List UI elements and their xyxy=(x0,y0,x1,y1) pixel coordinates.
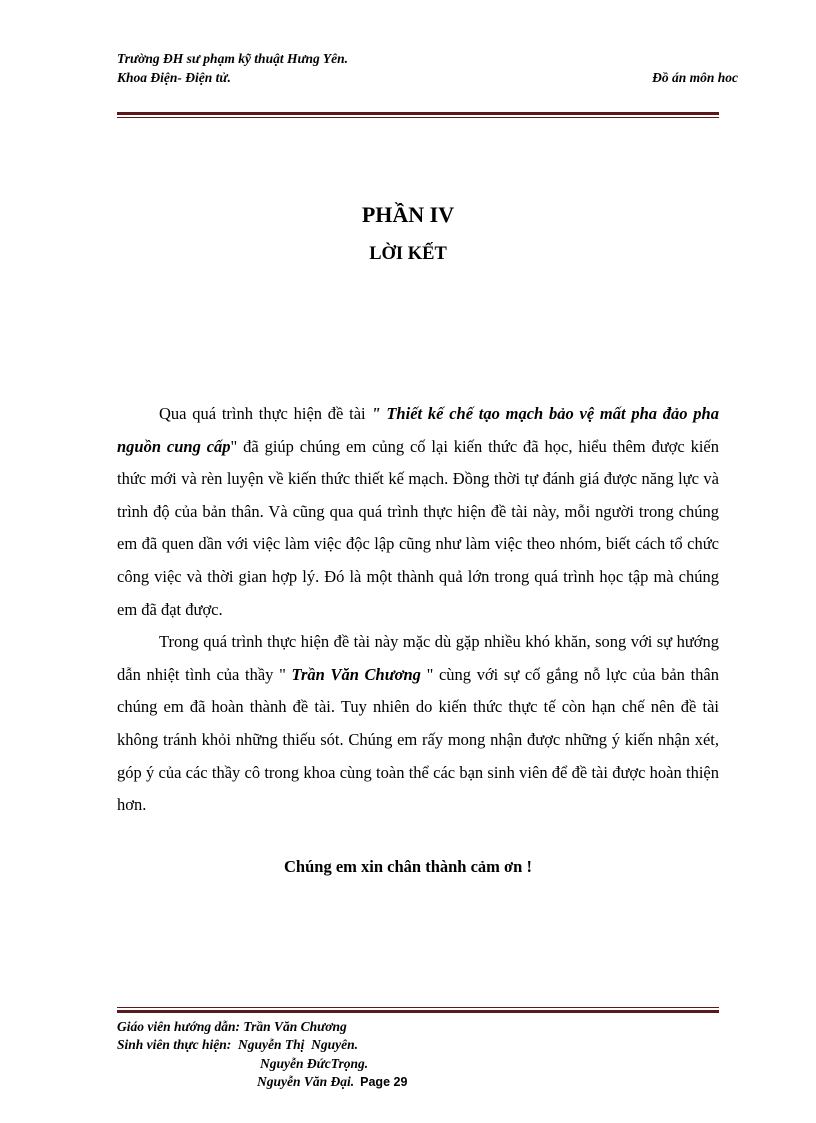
footer-students: Sinh viên thực hiện: Nguyễn Thị Nguyên. xyxy=(117,1037,358,1052)
body-text xyxy=(117,398,719,822)
footer-student-2: Nguyễn ĐứcTrọng. xyxy=(260,1056,369,1071)
p1-intro: Qua quá trình thực hiện đề tài xyxy=(159,404,372,423)
footer-rule xyxy=(117,1007,719,1013)
section-title: LỜI KẾT xyxy=(369,244,447,264)
header-school: Trường ĐH sư phạm kỹ thuật Hưng Yên. xyxy=(117,51,349,66)
footer-student-3 xyxy=(257,1073,407,1091)
p2-rest: " cùng với sự cố gắng nỗ lực của bản thân chúng em đã hoàn thành đề tài. Tuy nhiên do kiến thức thực tế còn hạn chế nên đề tài không tránh khỏi những thiếu sót. Chúng em rấy mong nhận được những ý kiến nhận xét, góp ý của các thầy cô trong khoa cùng toàn thể các bạn sinh viên để đề tài được hoàn thiện hơn. xyxy=(117,664,720,815)
header-faculty: Khoa Điện- Điện tử. xyxy=(117,70,231,85)
footer-supervisor: Giáo viên hướng dẫn: Trần Văn Chương xyxy=(117,1019,347,1034)
project-topic: " Thiết kế chế tạo mạch bảo vệ mất pha đảo pha nguồn cung cấp xyxy=(117,404,719,456)
paragraph-1 xyxy=(117,398,719,626)
closing-thanks: Chúng em xin chân thành cảm ơn ! xyxy=(284,857,532,876)
paragraph-2 xyxy=(117,626,719,822)
part-heading: PHẦN IV xyxy=(361,202,455,227)
page-number: Page 29 xyxy=(360,1075,408,1089)
student-3-name: Nguyễn Văn Đại. xyxy=(257,1074,355,1089)
p1-rest: " đã giúp chúng em củng cố lại kiến thức đã học, hiểu thêm được kiến thức mới và rèn luyện về kiến thức thiết kế mạch. Đồng thời tự đánh giá được năng lực và trình độ của bản thân. Và cũng qua quá trình thực hiện đề tài này, mỗi người trong chúng em đã quen dần với việc làm việc độc lập cũng như làm việc theo nhóm, biết cách tổ chức công việc và thời gian hợp lý. Đó là một thành quả lớn trong quá trình học tập mà chúng em đã đạt được. xyxy=(117,436,719,619)
header-rule xyxy=(117,112,719,118)
teacher-name: Trần Văn Chương xyxy=(291,664,421,684)
p2-intro: Trong quá trình thực hiện đề tài này mặc dù gặp nhiều khó khăn, song với sự hướng dẫn nhiệt tình của thầy " xyxy=(117,632,719,684)
header-project: Đồ án môn hoc xyxy=(652,70,738,85)
